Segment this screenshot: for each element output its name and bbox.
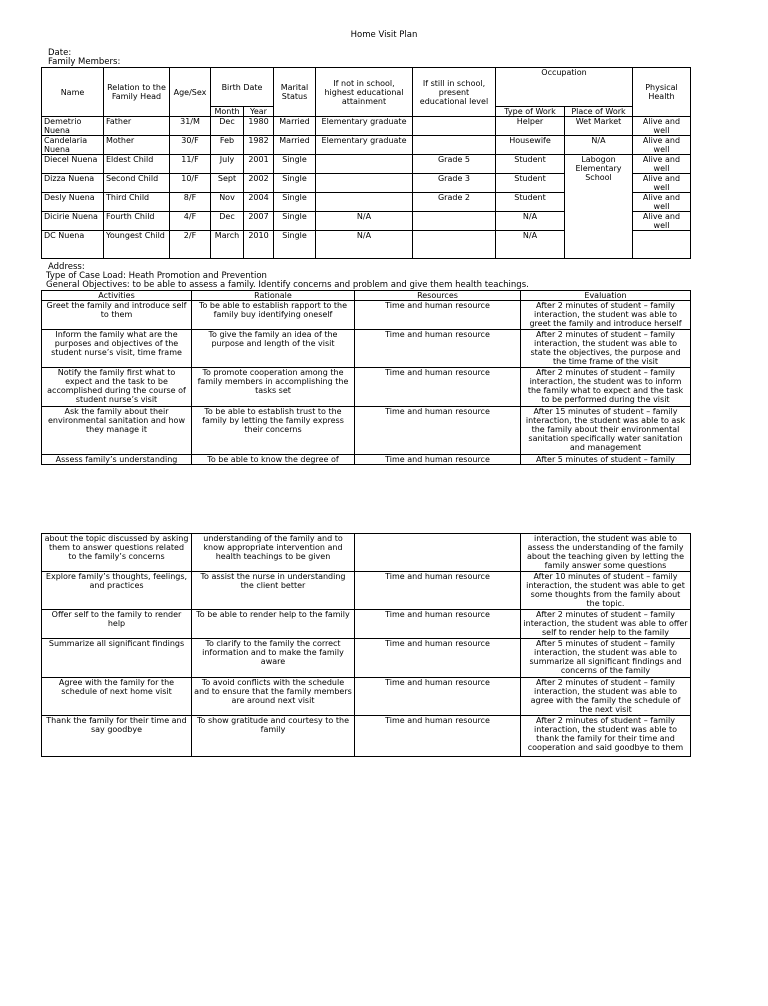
cell-health: Alive and well [633, 193, 691, 212]
address-label: Address: [48, 262, 85, 272]
cell-work-type: N/A [496, 212, 565, 231]
cell-evaluation: After 5 minutes of student – family interaction, the student was able to summarize all significant findings and concerns of the family [521, 639, 691, 678]
cell-resources: Time and human resource [355, 610, 521, 639]
cell-year: 1980 [244, 117, 274, 136]
header-month: Month [211, 107, 244, 117]
cell-evaluation: After 2 minutes of student – family interaction, the student was to inform the family what to expect and the task to be performed during the visit [521, 368, 691, 407]
cell-attainment [316, 155, 413, 174]
cell-evaluation: After 2 minutes of student – family interaction, the student was able to agree with the family the schedule of the next visit [521, 678, 691, 716]
cell-year: 2001 [244, 155, 274, 174]
cell-marital: Single [274, 174, 316, 193]
cell-attainment: N/A [316, 231, 413, 259]
cell-marital: Married [274, 136, 316, 155]
cell-rationale: understanding of the family and to know appropriate intervention and health teachings to be given [192, 534, 355, 572]
cell-name: Dicirie Nuena [42, 212, 104, 231]
cell-rationale: To clarify to the family the correct information and to make the family aware [192, 639, 355, 678]
header-evaluation: Evaluation [521, 291, 691, 301]
header-activities: Activities [42, 291, 192, 301]
cell-work-type: Housewife [496, 136, 565, 155]
cell-rationale: To assist the nurse in understanding the client better [192, 572, 355, 610]
cell-age-sex: 8/F [170, 193, 211, 212]
cell-activity: Thank the family for their time and say goodbye [42, 716, 192, 757]
header-type-of-work: Type of Work [496, 107, 565, 117]
cell-activity: Assess family’s understanding [42, 455, 192, 465]
cell-marital: Single [274, 155, 316, 174]
header-rationale: Rationale [192, 291, 355, 301]
cell-name: DC Nuena [42, 231, 104, 259]
table-row [42, 678, 691, 716]
cell-relation: Fourth Child [104, 212, 170, 231]
cell-attainment: Elementary graduate [316, 117, 413, 136]
cell-resources: Time and human resource [355, 716, 521, 757]
table-row [42, 136, 691, 155]
document-title: Home Visit Plan [350, 30, 418, 40]
cell-age-sex: 11/F [170, 155, 211, 174]
header-occupation: Occupation [496, 68, 633, 107]
general-objectives-text: General Objectives: to be able to assess a family. Identify concerns and problem and give them health teachings. [46, 280, 529, 290]
table-row [42, 610, 691, 639]
cell-resources [355, 534, 521, 572]
cell-month: Feb [211, 136, 244, 155]
cell-rationale: To be able to establish rapport to the family buy identifying oneself [192, 301, 355, 330]
cell-resources: Time and human resource [355, 678, 521, 716]
cell-activity: Greet the family and introduce self to them [42, 301, 192, 330]
cell-work-place: Wet Market [565, 117, 633, 136]
table-row [42, 117, 691, 136]
cell-resources: Time and human resource [355, 330, 521, 368]
cell-attainment [316, 193, 413, 212]
cell-evaluation: After 15 minutes of student – family interaction, the student was able to ask the family about their environmental sanitation specifically water sanitation and management [521, 407, 691, 455]
header-year: Year [244, 107, 274, 117]
cell-resources: Time and human resource [355, 639, 521, 678]
cell-level [413, 212, 496, 231]
cell-activity: Agree with the family for the schedule of next home visit [42, 678, 192, 716]
cell-level [413, 136, 496, 155]
table-row [42, 330, 691, 368]
cell-health: Alive and well [633, 174, 691, 193]
cell-name: Demetrio Nuena [42, 117, 104, 136]
cell-work-type: N/A [496, 231, 565, 259]
cell-relation: Eldest Child [104, 155, 170, 174]
cell-age-sex: 4/F [170, 212, 211, 231]
cell-month: March [211, 231, 244, 259]
cell-evaluation: After 2 minutes of student – family interaction, the student was able to offer self to render help to the family [521, 610, 691, 639]
cell-attainment: Elementary graduate [316, 136, 413, 155]
cell-attainment: N/A [316, 212, 413, 231]
cell-marital: Single [274, 193, 316, 212]
cell-work-type: Student [496, 155, 565, 174]
cell-age-sex: 30/F [170, 136, 211, 155]
cell-level [413, 231, 496, 259]
cell-evaluation: After 2 minutes of student – family interaction, the student was able to greet the family and introduce herself [521, 301, 691, 330]
cell-age-sex: 2/F [170, 231, 211, 259]
cell-level [413, 117, 496, 136]
cell-work-place: Labogon Elementary School [565, 155, 633, 259]
header-name: Name [42, 68, 104, 117]
cell-resources: Time and human resource [355, 301, 521, 330]
cell-year: 2004 [244, 193, 274, 212]
cell-evaluation: After 2 minutes of student – family interaction, the student was able to thank the family for their time and cooperation and said goodbye to them [521, 716, 691, 757]
cell-work-place: N/A [565, 136, 633, 155]
cell-rationale: To show gratitude and courtesy to the family [192, 716, 355, 757]
table-row [42, 572, 691, 610]
cell-month: July [211, 155, 244, 174]
cell-month: Sept [211, 174, 244, 193]
table-row [42, 368, 691, 407]
table-row [42, 301, 691, 330]
cell-rationale: To avoid conflicts with the schedule and to ensure that the family members are around next visit [192, 678, 355, 716]
cell-activity: Ask the family about their environmental sanitation and how they manage it [42, 407, 192, 455]
cell-rationale: To give the family an idea of the purpose and length of the visit [192, 330, 355, 368]
case-load-text: Type of Case Load: Heath Promotion and Prevention [46, 271, 267, 281]
cell-name: Diecel Nuena [42, 155, 104, 174]
cell-marital: Married [274, 117, 316, 136]
cell-activity: Offer self to the family to render help [42, 610, 192, 639]
cell-level: Grade 2 [413, 193, 496, 212]
cell-relation: Youngest Child [104, 231, 170, 259]
cell-work-type: Student [496, 193, 565, 212]
cell-relation: Mother [104, 136, 170, 155]
cell-health: Alive and well [633, 117, 691, 136]
cell-age-sex: 31/M [170, 117, 211, 136]
cell-year: 2007 [244, 212, 274, 231]
cell-evaluation: After 5 minutes of student – family [521, 455, 691, 465]
cell-name: Desly Nuena [42, 193, 104, 212]
header-in-school: If still in school, present educational level [413, 68, 496, 117]
cell-year: 2010 [244, 231, 274, 259]
cell-activity: Summarize all significant findings [42, 639, 192, 678]
header-physical-health: Physical Health [633, 68, 691, 117]
cell-relation: Second Child [104, 174, 170, 193]
cell-relation: Third Child [104, 193, 170, 212]
header-resources: Resources [355, 291, 521, 301]
cell-month: Dec [211, 212, 244, 231]
table-row [42, 455, 691, 465]
cell-work-place [633, 231, 691, 259]
cell-evaluation: After 2 minutes of student – family interaction, the student was able to state the objectives, the purpose and the time frame of the visit [521, 330, 691, 368]
family-table [41, 67, 691, 259]
table-row [42, 639, 691, 678]
date-label: Date: [48, 48, 72, 58]
cell-rationale: To be able to establish trust to the family by letting the family express their concerns [192, 407, 355, 455]
header-age-sex: Age/Sex [170, 68, 211, 117]
cell-attainment [316, 174, 413, 193]
cell-resources: Time and human resource [355, 407, 521, 455]
header-birth-date: Birth Date [211, 68, 274, 107]
family-members-label: Family Members: [48, 57, 121, 67]
cell-level: Grade 3 [413, 174, 496, 193]
cell-rationale: To be able to render help to the family [192, 610, 355, 639]
cell-marital: Single [274, 212, 316, 231]
table-row [42, 155, 691, 174]
cell-year: 2002 [244, 174, 274, 193]
cell-work-type: Student [496, 174, 565, 193]
table-row [42, 407, 691, 455]
cell-resources: Time and human resource [355, 572, 521, 610]
cell-resources: Time and human resource [355, 455, 521, 465]
cell-relation: Father [104, 117, 170, 136]
cell-month: Nov [211, 193, 244, 212]
cell-year: 1982 [244, 136, 274, 155]
table-row [42, 534, 691, 572]
cell-activity: Explore family’s thoughts, feelings, and practices [42, 572, 192, 610]
cell-marital: Single [274, 231, 316, 259]
header-marital: Marital Status [274, 68, 316, 117]
cell-rationale: To be able to know the degree of [192, 455, 355, 465]
cell-rationale: To promote cooperation among the family members in accomplishing the tasks set [192, 368, 355, 407]
header-place-of-work: Place of Work [565, 107, 633, 117]
cell-evaluation: interaction, the student was able to assess the understanding of the family about the teaching given by letting the family answer some questions [521, 534, 691, 572]
header-not-in-school: If not in school, highest educational attainment [316, 68, 413, 117]
cell-month: Dec [211, 117, 244, 136]
table-row [42, 716, 691, 757]
cell-activity: about the topic discussed by asking them to answer questions related to the family’s concerns [42, 534, 192, 572]
cell-activity: Inform the family what are the purposes and objectives of the student nurse’s visit, time frame [42, 330, 192, 368]
cell-level: Grade 5 [413, 155, 496, 174]
cell-evaluation: After 10 minutes of student – family interaction, the student was able to get some thoughts from the family about the topic. [521, 572, 691, 610]
activities-table-page2 [41, 533, 691, 757]
cell-age-sex: 10/F [170, 174, 211, 193]
cell-activity: Notify the family first what to expect and the task to be accomplished during the course of student nurse’s visit [42, 368, 192, 407]
cell-health: Alive and well [633, 212, 691, 231]
header-relation: Relation to the Family Head [104, 68, 170, 117]
cell-name: Dizza Nuena [42, 174, 104, 193]
cell-health: Alive and well [633, 155, 691, 174]
activities-table-page1 [41, 290, 691, 465]
cell-resources: Time and human resource [355, 368, 521, 407]
cell-name: Candelaria Nuena [42, 136, 104, 155]
cell-health: Alive and well [633, 136, 691, 155]
cell-work-type: Helper [496, 117, 565, 136]
